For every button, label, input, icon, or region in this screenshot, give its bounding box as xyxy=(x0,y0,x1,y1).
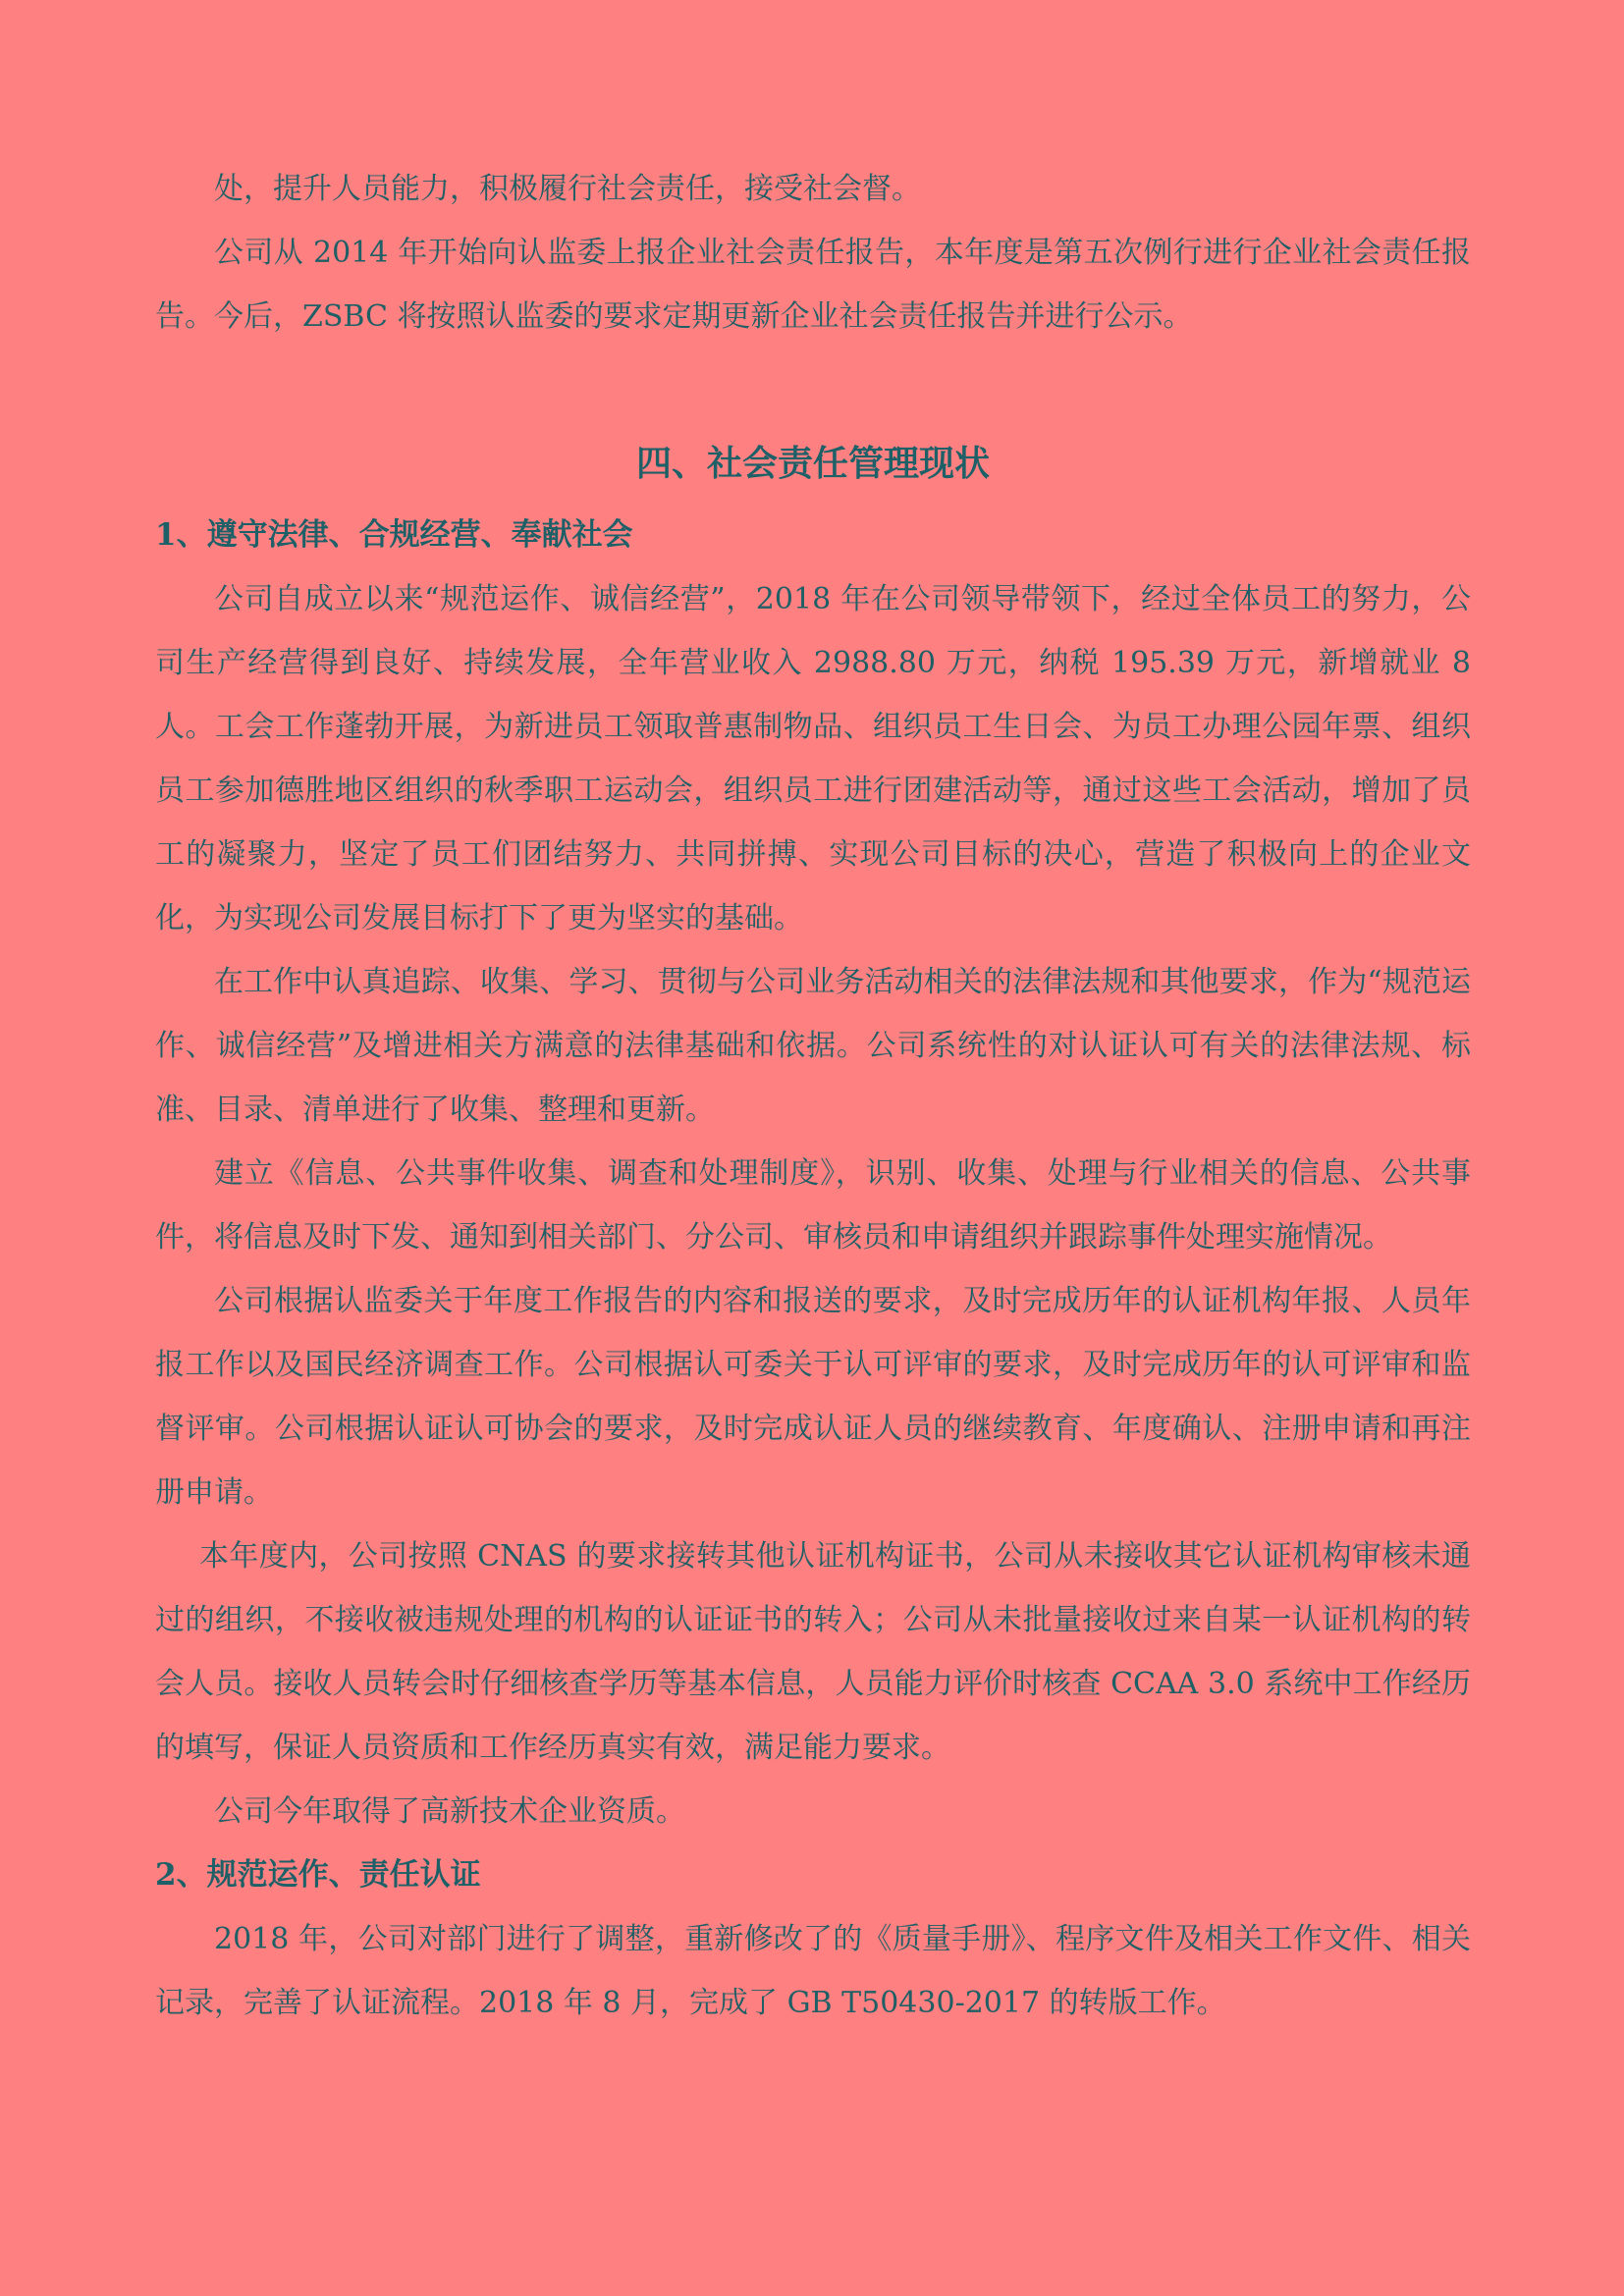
section-title: 四、社会责任管理现状 xyxy=(635,443,990,484)
intro-paragraph-1: 处，提升人员能力，积极履行社会责任，接受社会督。 xyxy=(214,172,921,206)
subheading-1: 1、遵守法律、合规经营、奉献社会 xyxy=(155,517,633,553)
subheading-2: 2、规范运作、责任认证 xyxy=(155,1857,481,1893)
intro-paragraph-2: 公司从 2014 年开始向认监委上报企业社会责任报告，本年度是第五次例行进行企业社会责任报告。今后，ZSBC 将按照认监委的要求定期更新企业社会责任报告并进行公示。 xyxy=(155,236,1471,334)
sub1-paragraph-5: 本年度内，公司按照 CNAS 的要求接转其他认证机构证书，公司从未接收其它认证机构审核未通过的组织，不接收被违规处理的机构的认证证书的转入；公司从未批量接收过来自某一认证机构的转会人员。接收人员转会时仔细核查学历等基本信息，人员能力评价时核查 CCAA 3.0 系统中工作经历的填写，保证人员资质和工作经历真实有效，满足能力要求。 xyxy=(155,1539,1471,1765)
sub2-paragraph-1: 2018 年，公司对部门进行了调整，重新修改了的《质量手册》、程序文件及相关工作文件、相关记录，完善了认证流程。2018 年 8 月，完成了 GB T50430-2017 的转版工作。 xyxy=(155,1922,1471,2020)
document-page xyxy=(155,157,1471,2035)
sub1-paragraph-6: 公司今年取得了高新技术企业资质。 xyxy=(214,1794,685,1829)
sub1-paragraph-4: 公司根据认监委关于年度工作报告的内容和报送的要求，及时完成历年的认证机构年报、人员年报工作以及国民经济调查工作。公司根据认可委关于认可评审的要求，及时完成历年的认可评审和监督评审。公司根据认证认可协会的要求，及时完成认证人员的继续教育、年度确认、注册申请和再注册申请。 xyxy=(155,1284,1471,1510)
sub1-paragraph-3: 建立《信息、公共事件收集、调查和处理制度》，识别、收集、处理与行业相关的信息、公共事件，将信息及时下发、通知到相关部门、分公司、审核员和申请组织并跟踪事件处理实施情况。 xyxy=(155,1156,1471,1255)
sub1-paragraph-2: 在工作中认真追踪、收集、学习、贯彻与公司业务活动相关的法律法规和其他要求，作为“规范运作、诚信经营”及增进相关方满意的法律基础和依据。公司系统性的对认证认可有关的法律法规、标准、目录、清单进行了收集、整理和更新。 xyxy=(155,965,1471,1127)
sub1-paragraph-1: 公司自成立以来“规范运作、诚信经营”，2018 年在公司领导带领下，经过全体员工的努力，公司生产经营得到良好、持续发展，全年营业收入 2988.80 万元，纳税 195.39 万元，新增就业 8 人。工会工作蓬勃开展，为新进员工领取普惠制物品、组织员工生日会、为员工办理公园年票、组织员工参加德胜地区组织的秋季职工运动会，组织员工进行团建活动等，通过这些工会活动，增加了员工的凝聚力，坚定了员工们团结努力、共同拼搏、实现公司目标的决心，营造了积极向上的企业文化，为实现公司发展目标打下了更为坚实的基础。 xyxy=(155,582,1471,935)
